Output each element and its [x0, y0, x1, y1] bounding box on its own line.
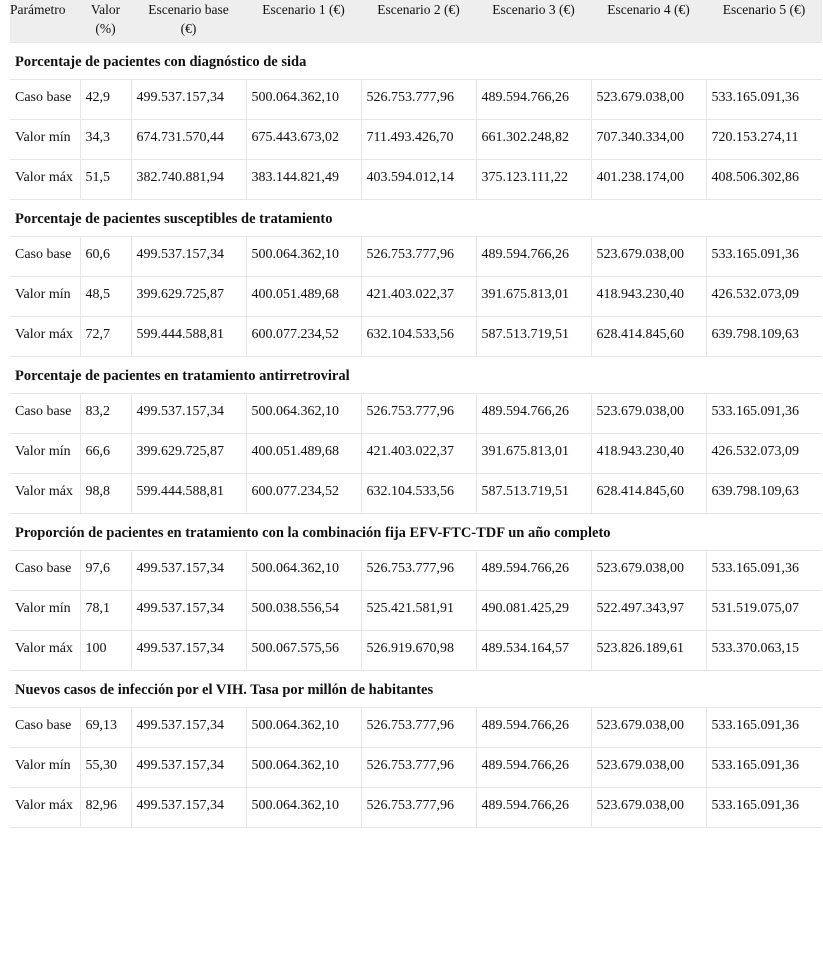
header-cell [80, 0, 131, 43]
table-cell: 500.064.362,10 [246, 394, 361, 434]
table-cell: 382.740.881,94 [131, 160, 246, 200]
row-label: Caso base [10, 708, 80, 748]
table-cell: 500.064.362,10 [246, 788, 361, 828]
header-cell: Escenario 1 (€) [246, 0, 361, 43]
table-cell: 500.064.362,10 [246, 80, 361, 120]
table-cell: 533.165.091,36 [706, 788, 822, 828]
table-cell: 66,6 [80, 434, 131, 474]
row-label: Valor máx [10, 474, 80, 514]
header-cell: Escenario 4 (€) [591, 0, 706, 43]
row-label: Valor máx [10, 631, 80, 671]
table-row [10, 317, 822, 357]
row-label: Caso base [10, 551, 80, 591]
table-cell: 500.064.362,10 [246, 708, 361, 748]
table-cell: 399.629.725,87 [131, 277, 246, 317]
table-cell: 522.497.343,97 [591, 591, 706, 631]
section-row [10, 357, 822, 394]
row-label: Valor mín [10, 434, 80, 474]
table-row [10, 277, 822, 317]
table-cell: 499.537.157,34 [131, 551, 246, 591]
header-line: Escenario base [148, 2, 229, 17]
header-cell: Parámetro [10, 0, 80, 43]
table-body [10, 43, 822, 828]
header-line: Valor [90, 2, 121, 17]
table-cell: 34,3 [80, 120, 131, 160]
table-cell: 500.064.362,10 [246, 551, 361, 591]
row-label: Caso base [10, 80, 80, 120]
table-cell: 100 [80, 631, 131, 671]
table-cell: 499.537.157,34 [131, 788, 246, 828]
table-cell: 391.675.813,01 [476, 277, 591, 317]
table-cell: 489.534.164,57 [476, 631, 591, 671]
section-row [10, 514, 822, 551]
table-cell: 526.753.777,96 [361, 394, 476, 434]
table-cell: 418.943.230,40 [591, 277, 706, 317]
table-cell: 403.594.012,14 [361, 160, 476, 200]
table-cell: 707.340.334,00 [591, 120, 706, 160]
table-cell: 533.165.091,36 [706, 80, 822, 120]
table-cell: 51,5 [80, 160, 131, 200]
table-cell: 628.414.845,60 [591, 317, 706, 357]
table-row [10, 474, 822, 514]
table-cell: 523.679.038,00 [591, 237, 706, 277]
table-row [10, 631, 822, 671]
table-cell: 499.537.157,34 [131, 591, 246, 631]
table-cell: 533.165.091,36 [706, 708, 822, 748]
table-cell: 48,5 [80, 277, 131, 317]
table-cell: 533.165.091,36 [706, 551, 822, 591]
table-cell: 632.104.533,56 [361, 474, 476, 514]
header-line: (€) [180, 21, 197, 36]
table-cell: 82,96 [80, 788, 131, 828]
table-cell: 526.753.777,96 [361, 237, 476, 277]
table-cell: 523.679.038,00 [591, 788, 706, 828]
header-cell [131, 0, 246, 43]
table-cell: 98,8 [80, 474, 131, 514]
table-cell: 499.537.157,34 [131, 748, 246, 788]
table-cell: 60,6 [80, 237, 131, 277]
table-cell: 421.403.022,37 [361, 277, 476, 317]
table-cell: 499.537.157,34 [131, 237, 246, 277]
table-cell: 499.537.157,34 [131, 631, 246, 671]
row-label: Valor máx [10, 317, 80, 357]
table-cell: 499.537.157,34 [131, 708, 246, 748]
table-row [10, 748, 822, 788]
table-cell: 600.077.234,52 [246, 474, 361, 514]
table-cell: 526.753.777,96 [361, 788, 476, 828]
table-cell: 632.104.533,56 [361, 317, 476, 357]
table-cell: 526.753.777,96 [361, 748, 476, 788]
table-cell: 55,30 [80, 748, 131, 788]
table-row [10, 434, 822, 474]
table-cell: 400.051.489,68 [246, 434, 361, 474]
header-row [10, 0, 822, 43]
table-row [10, 394, 822, 434]
table-cell: 523.679.038,00 [591, 708, 706, 748]
table-cell: 489.594.766,26 [476, 788, 591, 828]
section-title: Nuevos casos de infección por el VIH. Tasa por millón de habitantes [10, 671, 822, 708]
table-cell: 499.537.157,34 [131, 394, 246, 434]
table-cell: 587.513.719,51 [476, 317, 591, 357]
table-cell: 499.537.157,34 [131, 80, 246, 120]
table-cell: 523.679.038,00 [591, 394, 706, 434]
row-label: Valor mín [10, 748, 80, 788]
table-cell: 426.532.073,09 [706, 277, 822, 317]
table-cell: 42,9 [80, 80, 131, 120]
row-label: Caso base [10, 394, 80, 434]
table-cell: 674.731.570,44 [131, 120, 246, 160]
table-cell: 375.123.111,22 [476, 160, 591, 200]
table-cell: 711.493.426,70 [361, 120, 476, 160]
table-cell: 675.443.673,02 [246, 120, 361, 160]
table-cell: 533.370.063,15 [706, 631, 822, 671]
header-cell: Escenario 2 (€) [361, 0, 476, 43]
table-cell: 391.675.813,01 [476, 434, 591, 474]
table-cell: 500.038.556,54 [246, 591, 361, 631]
table-cell: 400.051.489,68 [246, 277, 361, 317]
header-cell: Escenario 3 (€) [476, 0, 591, 43]
table-cell: 531.519.075,07 [706, 591, 822, 631]
table-cell: 639.798.109,63 [706, 474, 822, 514]
table-cell: 600.077.234,52 [246, 317, 361, 357]
table-cell: 489.594.766,26 [476, 237, 591, 277]
table-cell: 489.594.766,26 [476, 708, 591, 748]
table-cell: 383.144.821,49 [246, 160, 361, 200]
table-cell: 69,13 [80, 708, 131, 748]
table-cell: 489.594.766,26 [476, 551, 591, 591]
table-cell: 533.165.091,36 [706, 394, 822, 434]
table-row [10, 591, 822, 631]
table-cell: 490.081.425,29 [476, 591, 591, 631]
table-cell: 526.753.777,96 [361, 551, 476, 591]
section-row [10, 43, 822, 80]
table-cell: 72,7 [80, 317, 131, 357]
table-cell: 421.403.022,37 [361, 434, 476, 474]
table-cell: 401.238.174,00 [591, 160, 706, 200]
table-cell: 523.679.038,00 [591, 748, 706, 788]
table-cell: 526.919.670,98 [361, 631, 476, 671]
table-cell: 399.629.725,87 [131, 434, 246, 474]
table-cell: 83,2 [80, 394, 131, 434]
table-cell: 587.513.719,51 [476, 474, 591, 514]
section-title: Porcentaje de pacientes susceptibles de tratamiento [10, 200, 822, 237]
table-cell: 720.153.274,11 [706, 120, 822, 160]
table-cell: 500.064.362,10 [246, 237, 361, 277]
table-cell: 523.826.189,61 [591, 631, 706, 671]
row-label: Valor mín [10, 120, 80, 160]
row-label: Valor mín [10, 277, 80, 317]
table-cell: 78,1 [80, 591, 131, 631]
table-cell: 418.943.230,40 [591, 434, 706, 474]
table-cell: 426.532.073,09 [706, 434, 822, 474]
header-line: (%) [95, 21, 116, 36]
table-cell: 661.302.248,82 [476, 120, 591, 160]
table-row [10, 237, 822, 277]
table-row [10, 80, 822, 120]
table-cell: 97,6 [80, 551, 131, 591]
row-label: Valor máx [10, 160, 80, 200]
table-cell: 533.165.091,36 [706, 237, 822, 277]
table-cell: 533.165.091,36 [706, 748, 822, 788]
table-cell: 489.594.766,26 [476, 394, 591, 434]
table-cell: 599.444.588,81 [131, 317, 246, 357]
section-row [10, 200, 822, 237]
table-cell: 628.414.845,60 [591, 474, 706, 514]
table-row [10, 788, 822, 828]
table-cell: 526.753.777,96 [361, 708, 476, 748]
row-label: Valor mín [10, 591, 80, 631]
section-title: Proporción de pacientes en tratamiento con la combinación fija EFV-FTC-TDF un año completo [10, 514, 822, 551]
table-row [10, 708, 822, 748]
table-cell: 523.679.038,00 [591, 551, 706, 591]
table-row [10, 160, 822, 200]
section-row [10, 671, 822, 708]
table-cell: 408.506.302,86 [706, 160, 822, 200]
table-row [10, 120, 822, 160]
section-title: Porcentaje de pacientes con diagnóstico de sida [10, 43, 822, 80]
table-cell: 489.594.766,26 [476, 748, 591, 788]
table-cell: 526.753.777,96 [361, 80, 476, 120]
table-cell: 523.679.038,00 [591, 80, 706, 120]
table-cell: 500.067.575,56 [246, 631, 361, 671]
table-cell: 489.594.766,26 [476, 80, 591, 120]
table-cell: 639.798.109,63 [706, 317, 822, 357]
table-cell: 500.064.362,10 [246, 748, 361, 788]
table-cell: 599.444.588,81 [131, 474, 246, 514]
header-cell: Escenario 5 (€) [706, 0, 822, 43]
sensitivity-table [10, 0, 822, 828]
section-title: Porcentaje de pacientes en tratamiento antirretroviral [10, 357, 822, 394]
row-label: Valor máx [10, 788, 80, 828]
table-row [10, 551, 822, 591]
row-label: Caso base [10, 237, 80, 277]
table-cell: 525.421.581,91 [361, 591, 476, 631]
